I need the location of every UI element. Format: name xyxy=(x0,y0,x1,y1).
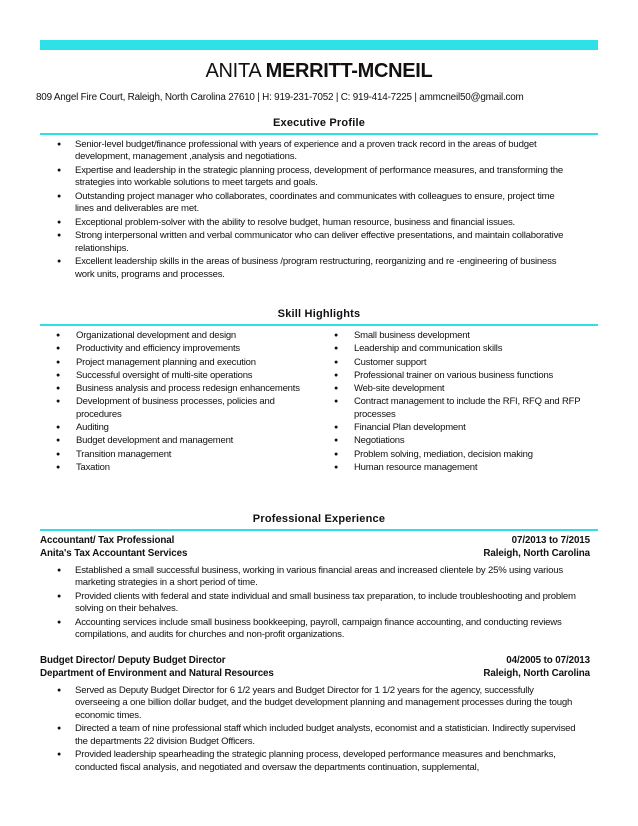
list-item: ● Successful oversight of multi-site operations xyxy=(50,370,312,382)
section-rule xyxy=(40,133,598,135)
list-item: ● Human resource management xyxy=(328,462,590,474)
job-title-line xyxy=(40,535,598,547)
list-item: ● Budget development and management xyxy=(50,435,312,447)
list-item: ● Business analysis and process redesign enhancements xyxy=(50,383,312,395)
list-item: ● Provided leadership spearheading the strategic planning process, developed performance measures and benchmarks, conducted fiscal analysis, and negotiated and oversaw the departments continuation, supplemental, xyxy=(52,749,576,774)
list-item: ● Accounting services include small business bookkeeping, payroll, campaign finance accounting, and conducting reviews compilations, and audits for churches and non-profit organizations. xyxy=(52,617,576,642)
list-item: ● Directed a team of nine professional staff which included budget analysts, economist and a statistician. Indirectly supervised the departments 22 division Budget Officers. xyxy=(52,723,576,748)
first-name: ANITA xyxy=(205,60,261,82)
list-item: ● Strong interpersonal written and verbal communicator who can deliver effective presentations, and maintain collaborative relationships. xyxy=(52,230,572,255)
skills-left-list xyxy=(50,330,312,475)
job-title: Budget Director/ Deputy Budget Director xyxy=(40,655,226,666)
list-item: ● Taxation xyxy=(50,462,312,474)
list-item: ● Problem solving, mediation, decision making xyxy=(328,449,590,461)
list-item: ● Web-site development xyxy=(328,383,590,395)
list-item: ● Small business development xyxy=(328,330,590,342)
list-item: ● Contract management to include the RFI, RFQ and RFP processes xyxy=(328,396,590,420)
header-accent-bar xyxy=(40,40,598,50)
job-employer: Anita's Tax Accountant Services xyxy=(40,548,188,559)
skills-right-list xyxy=(328,330,590,475)
section-title-profile: Executive Profile xyxy=(272,117,366,129)
section-rule xyxy=(40,324,598,326)
job-location: Raleigh, North Carolina xyxy=(483,668,590,679)
list-item: ● Professional trainer on various business functions xyxy=(328,370,590,382)
job-employer: Department of Environment and Natural Resources xyxy=(40,668,274,679)
list-item: ● Productivity and efficiency improvements xyxy=(50,343,312,355)
list-item: ● Provided clients with federal and state individual and small business tax preparation, to include troubleshooting and problem solving on their behalves. xyxy=(52,591,576,616)
last-name: MERRITT-MCNEIL xyxy=(265,60,433,82)
list-item: ● Exceptional problem-solver with the ability to resolve budget, human resource, business and financial issues. xyxy=(52,217,572,229)
list-item: ● Auditing xyxy=(50,422,312,434)
list-item: ● Excellent leadership skills in the areas of business /program restructuring, reorganizing and re -engineering of business work units, programs and processes. xyxy=(52,256,572,281)
job-dates: 07/2013 to 7/2015 xyxy=(511,535,590,546)
job-dates: 04/2005 to 07/2013 xyxy=(506,655,590,666)
list-item: ● Expertise and leadership in the strategic planning process, development of performance measures, and transforming the strategies into workable solutions to meet targets and goals. xyxy=(52,165,572,190)
list-item: ● Outstanding project manager who collaborates, coordinates and communicates with colleagues to ensure, project time lines and deliverables are met. xyxy=(52,191,572,216)
profile-list xyxy=(52,139,572,282)
section-rule xyxy=(40,529,598,531)
list-item: ● Organizational development and design xyxy=(50,330,312,342)
list-item: ● Senior-level budget/finance professional with years of experience and a proven track record in the areas of budget development, management ,analysis and negotiations. xyxy=(52,139,572,164)
list-item: ● Negotiations xyxy=(328,435,590,447)
job-title: Accountant/ Tax Professional xyxy=(40,535,175,546)
list-item: ● Financial Plan development xyxy=(328,422,590,434)
section-title-experience: Professional Experience xyxy=(252,513,386,525)
list-item: ● Served as Deputy Budget Director for 6 1/2 years and Budget Director for 1 1/2 years for the agency, successfully overseeing a one billion dollar budget, and the budget development planning and management processes during the tough economic times. xyxy=(52,685,576,722)
candidate-name xyxy=(0,60,638,83)
job-title-line xyxy=(40,655,598,667)
list-item: ● Established a small successful business, working in various financial areas and increased clientele by 25% using various marketing strategies in a short period of time. xyxy=(52,565,576,590)
list-item: ● Development of business processes, policies and procedures xyxy=(50,396,312,420)
list-item: ● Project management planning and execution xyxy=(50,357,312,369)
job-employer-line xyxy=(40,548,598,560)
job-employer-line xyxy=(40,668,598,680)
section-title-skills: Skill Highlights xyxy=(277,308,361,320)
list-item: ● Leadership and communication skills xyxy=(328,343,590,355)
contact-line: 809 Angel Fire Court, Raleigh, North Carolina 27610 | H: 919-231-7052 | C: 919-414-7225 | ammcneil50@gmail.com xyxy=(36,92,524,103)
list-item: ● Customer support xyxy=(328,357,590,369)
job-bullets xyxy=(52,565,576,643)
job-location: Raleigh, North Carolina xyxy=(483,548,590,559)
job-bullets xyxy=(52,685,576,775)
list-item: ● Transition management xyxy=(50,449,312,461)
